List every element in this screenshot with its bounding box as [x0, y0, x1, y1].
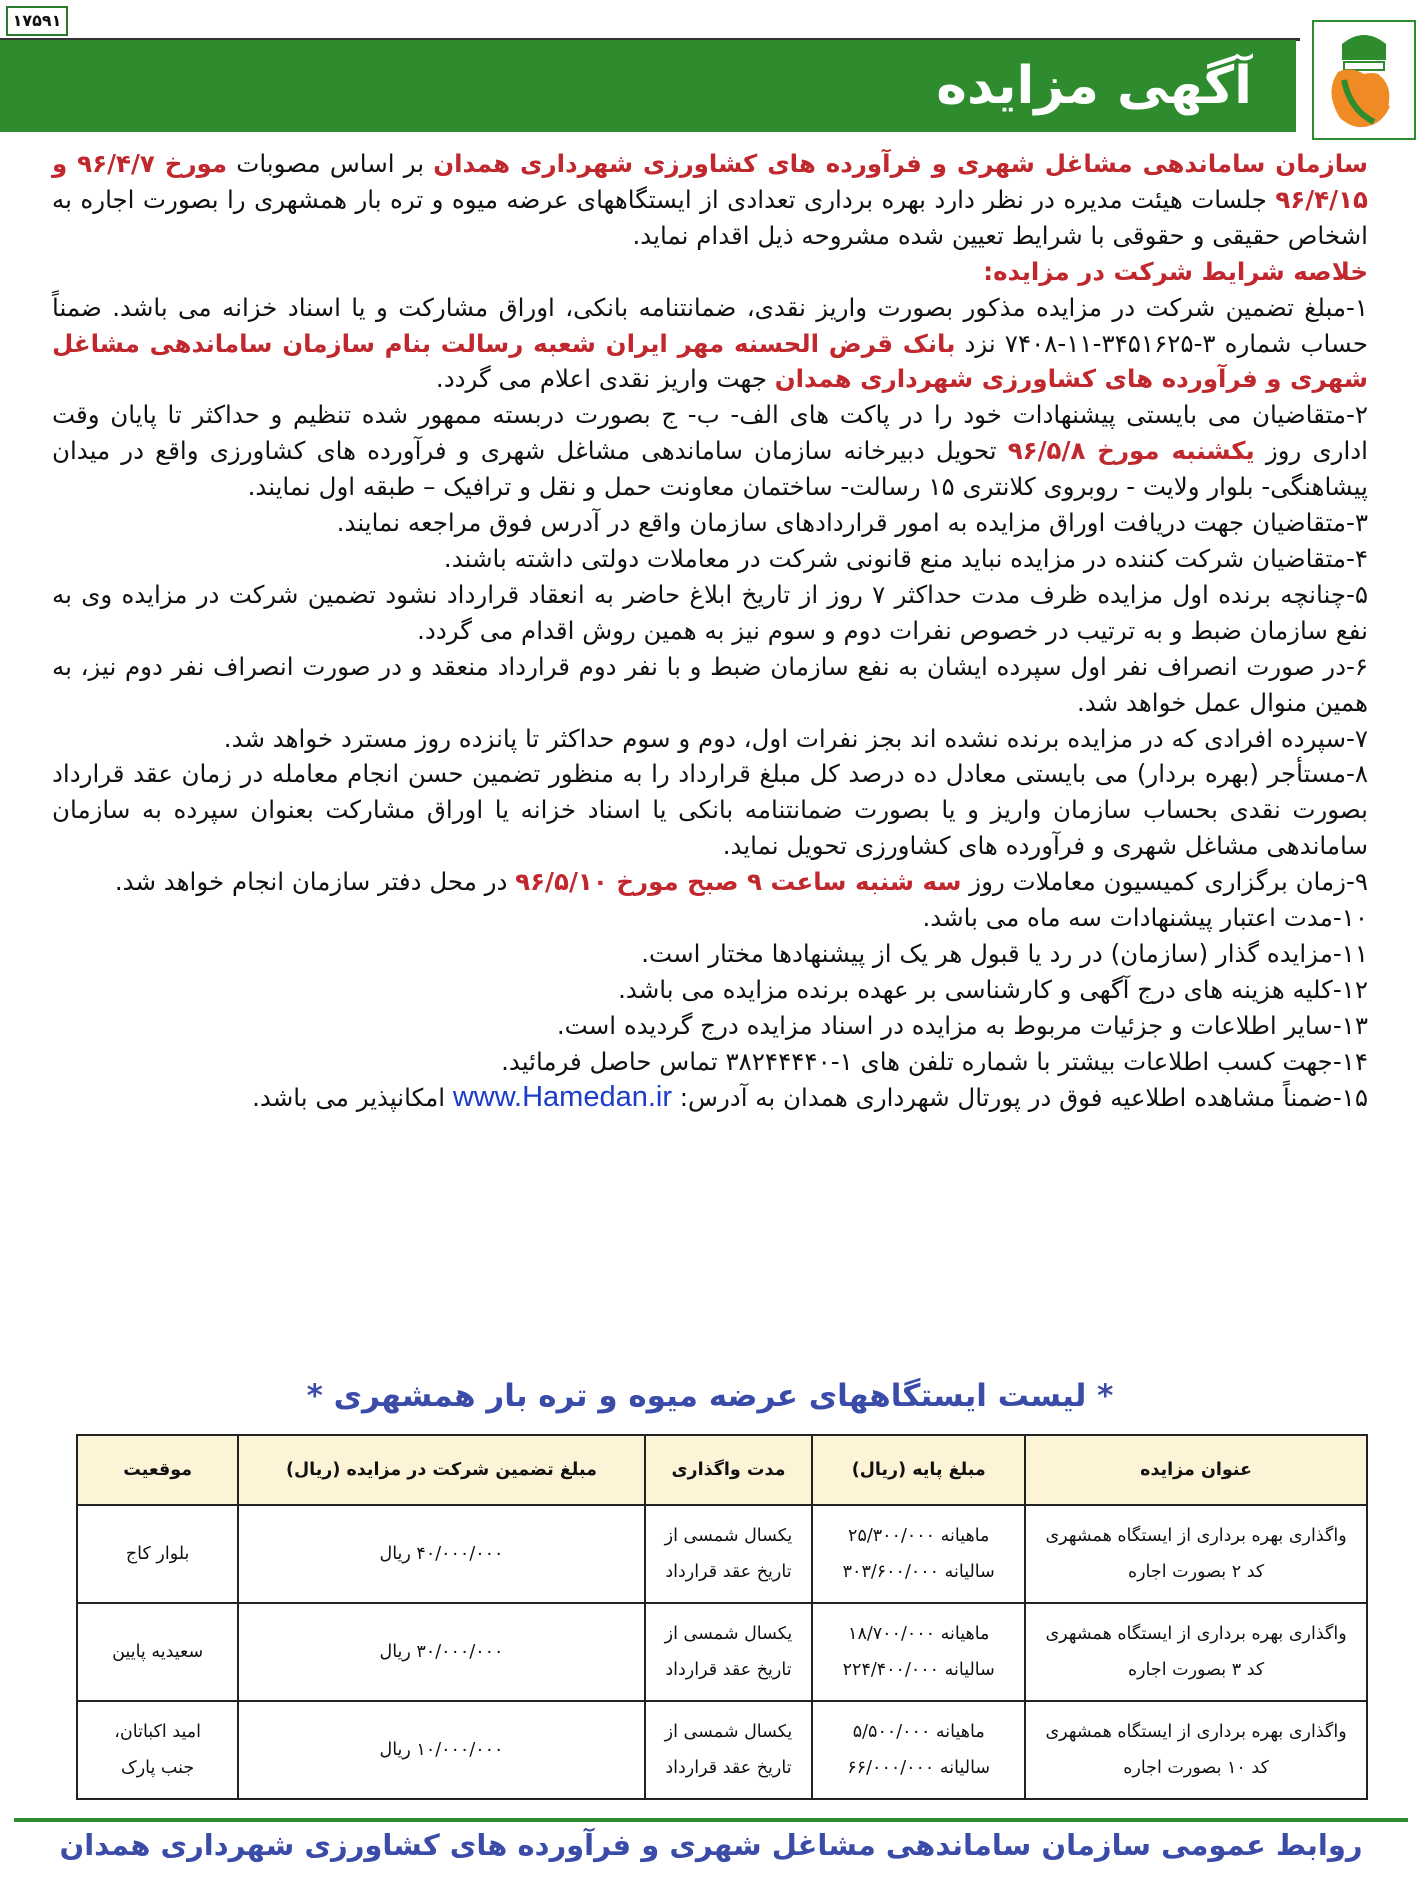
auction-title-cell: واگذاری بهره برداری از ایستگاه همشهری کد ۲ بصورت اجاره — [1025, 1505, 1367, 1603]
column-header: عنوان مزایده — [1025, 1435, 1367, 1505]
duration-cell: یکسال شمسی از تاریخ عقد قرارداد — [645, 1505, 813, 1603]
condition-5: ۵-چنانچه برنده اول مزایده ظرف مدت حداکثر ۷ روز از تاریخ ابلاغ حاضر به انعقاد قرارداد نشود تضمین شرکت در مزایده وی به نفع سازمان ضبط و به ترتیب در خصوص نفرات دوم و سوم نیز به همین روش اقدام می گردد. — [52, 579, 1368, 645]
submission-date: یکشنبه مورخ ۹۶/۵/۸ — [1007, 436, 1255, 466]
base-price-cell: ماهیانه ۱۸/۷۰۰/۰۰۰ سالیانه ۲۲۴/۴۰۰/۰۰۰ — [812, 1603, 1025, 1701]
guarantee-cell: ۳۰/۰۰۰/۰۰۰ ریال — [238, 1603, 644, 1701]
condition-8: ۸-مستأجر (بهره بردار) می بایستی معادل ده درصد کل مبلغ قرارداد را به منظور تضمین حسن انجام معامله در زمان عقد قرارداد بصورت نقدی بحساب سازمان واریز و یا بصورت ضمانتنامه بانکی یا اسناد خزانه یا اوراق مشارکت بعنوان سپرده به سازمان ساماندهی مشاغل شهری و فرآورده های کشاورزی تحویل نماید. — [52, 759, 1368, 861]
conditions-title: خلاصه شرایط شرکت در مزایده: — [983, 256, 1368, 286]
commission-date: سه شنبه ساعت ۹ صبح مورخ ۹۶/۵/۱۰ — [515, 867, 962, 897]
table-row — [77, 1701, 1367, 1799]
footer-divider — [14, 1818, 1408, 1822]
condition-9: ۹-زمان برگزاری کمیسیون معاملات روز سه شنبه ساعت ۹ صبح مورخ ۹۶/۵/۱۰ در محل دفتر سازمان انجام خواهد شد. — [114, 867, 1368, 897]
announcement-body — [52, 146, 1368, 1115]
bank-name: بانک قرض الحسنه مهر ایران شعبه رسالت بنام سازمان ساماندهی مشاغل شهری و فرآورده های کشاورزی شهرداری همدان — [52, 328, 1368, 394]
approval-dates: مورخ ۹۶/۴/۷ و ۹۶/۴/۱۵ — [52, 149, 1368, 214]
condition-1: ۱-مبلغ تضمین شرکت در مزایده مذکور بصورت واریز نقدی، ضمانتنامه بانکی، اوراق مشارکت و یا اسناد خزانه می باشد. ضمناً حساب شماره ۳-۳۴۵۱۶۲۵-۱۱-۷۴۰۸ نزد بانک قرض الحسنه مهر ایران شعبه رسالت بنام سازمان ساماندهی مشاغل شهری و فرآورده های کشاورزی شهرداری همدان جهت واریز نقدی اعلام می گردد. — [52, 292, 1368, 394]
condition-12: ۱۲-کلیه هزینه های درج آگهی و کارشناسی بر عهده برنده مزایده می باشد. — [618, 974, 1368, 1004]
duration-cell: یکسال شمسی از تاریخ عقد قرارداد — [645, 1701, 813, 1799]
location-cell: امید اکباتان، جنب پارک — [77, 1701, 238, 1799]
ad-number: ۱۷۵۹۱ — [6, 6, 68, 36]
table-row — [77, 1505, 1367, 1603]
footer-credit: روابط عمومی سازمان ساماندهی مشاغل شهری و فرآورده های کشاورزی شهرداری همدان — [59, 1828, 1363, 1862]
location-cell: بلوار کاج — [77, 1505, 238, 1603]
auction-title-cell: واگذاری بهره برداری از ایستگاه همشهری کد ۳ بصورت اجاره — [1025, 1603, 1367, 1701]
stations-table — [76, 1434, 1368, 1800]
base-price-cell: ماهیانه ۵/۵۰۰/۰۰۰ سالیانه ۶۶/۰۰۰/۰۰۰ — [812, 1701, 1025, 1799]
auction-title-cell: واگذاری بهره برداری از ایستگاه همشهری کد ۱۰ بصورت اجاره — [1025, 1701, 1367, 1799]
condition-3: ۳-متقاضیان جهت دریافت اوراق مزایده به امور قراردادهای سازمان واقع در آدرس فوق مراجعه نمایند. — [336, 508, 1368, 538]
condition-4: ۴-متقاضیان شرکت کننده در مزایده نباید منع قانونی شرکت در معاملات دولتی داشته باشند. — [443, 543, 1368, 573]
condition-10: ۱۰-مدت اعتبار پیشنهادات سه ماه می باشد. — [922, 903, 1368, 933]
table-row — [77, 1603, 1367, 1701]
page-title: آگهی مزایده — [936, 56, 1252, 116]
guarantee-cell: ۴۰/۰۰۰/۰۰۰ ریال — [238, 1505, 644, 1603]
column-header: مبلغ پایه (ریال) — [812, 1435, 1025, 1505]
condition-6: ۶-در صورت انصراف نفر اول سپرده ایشان به نفع سازمان ضبط و با نفر دوم قرارداد منعقد و در صورت انصراف نفر دوم نیز، به همین منوال عمل خواهد شد. — [52, 651, 1368, 717]
stations-table-wrapper — [76, 1434, 1368, 1800]
column-header: مدت واگذاری — [645, 1435, 813, 1505]
condition-13: ۱۳-سایر اطلاعات و جزئیات مربوط به مزایده در اسناد مزایده درج گردیده است. — [556, 1010, 1368, 1040]
portal-url[interactable]: www.Hamedan.ir — [452, 1080, 672, 1113]
duration-cell: یکسال شمسی از تاریخ عقد قرارداد — [645, 1603, 813, 1701]
stations-list-title: * لیست ایستگاههای عرضه میوه و تره بار همشهری * — [306, 1378, 1114, 1414]
column-header: مبلغ تضمین شرکت در مزایده (ریال) — [238, 1435, 644, 1505]
condition-2: ۲-متقاضیان می بایستی پیشنهادات خود را در پاکت های الف- ب- ج بصورت دربسته ممهور شده تنظیم و حداکثر تا پایان وقت اداری روز یکشنبه مورخ ۹۶/۵/۸ تحویل دبیرخانه سازمان ساماندهی مشاغل شهری و فرآورده های کشاورزی واقع در میدان پیشاهنگی- بلوار ولایت - روبروی کلانتری ۱۵ رسالت- ساختمان معاونت حمل و نقل و ترافیک – طبقه اول نمایند. — [52, 400, 1368, 502]
base-price-cell: ماهیانه ۲۵/۳۰۰/۰۰۰ سالیانه ۳۰۳/۶۰۰/۰۰۰ — [812, 1505, 1025, 1603]
table-header-row — [77, 1435, 1367, 1505]
organization-name: سازمان ساماندهی مشاغل شهری و فرآورده های کشاورزی شهرداری همدان — [433, 149, 1368, 178]
column-header: موقعیت — [77, 1435, 238, 1505]
guarantee-cell: ۱۰/۰۰۰/۰۰۰ ریال — [238, 1701, 644, 1799]
condition-7: ۷-سپرده افرادی که در مزایده برنده نشده اند بجز نفرات اول، دوم و سوم حداکثر تا پانزده روز مسترد خواهد شد. — [223, 723, 1368, 753]
location-cell: سعیدیه پایین — [77, 1603, 238, 1701]
condition-14: ۱۴-جهت کسب اطلاعات بیشتر با شماره تلفن های ۱-۳۸۲۴۴۴۴۰ تماس حاصل فرمائید. — [501, 1046, 1368, 1076]
condition-15: ۱۵-ضمناً مشاهده اطلاعیه فوق در پورتال شهرداری همدان به آدرس: www.Hamedan.ir امکانپذیر می باشد. — [252, 1080, 1368, 1113]
intro-paragraph: سازمان ساماندهی مشاغل شهری و فرآورده های کشاورزی شهرداری همدان بر اساس مصوبات مورخ ۹۶/۴/۷ و ۹۶/۴/۱۵ جلسات هیئت مدیره در نظر دارد بهره برداری تعدادی از ایستگاههای عرضه میوه و تره بار همشهری را بصورت اجاره به اشخاص حقیقی و حقوقی با شرایط تعیین شده مشروحه ذیل اقدام نماید. — [52, 149, 1368, 250]
municipality-logo-icon — [1312, 20, 1416, 140]
condition-11: ۱۱-مزایده گذار (سازمان) در رد یا قبول هر یک از پیشنهادها مختار است. — [641, 938, 1368, 968]
header-bar — [0, 40, 1296, 132]
